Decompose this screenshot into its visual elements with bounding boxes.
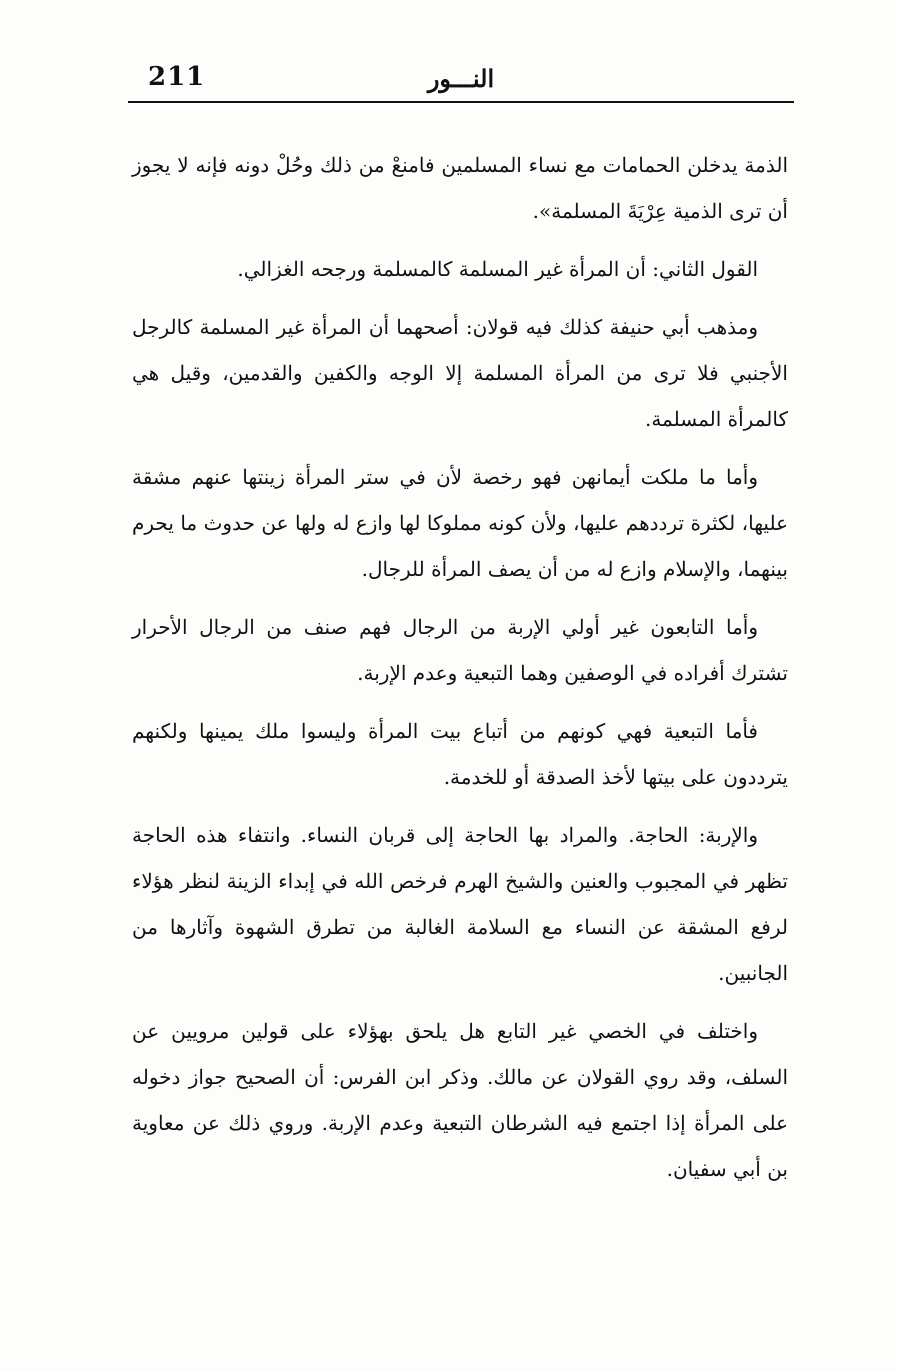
paragraph: القول الثاني: أن المرأة غير المسلمة كالمسلمة ورجحه الغزالي. [237,257,758,281]
body-text [132,142,788,1204]
paragraph: واختلف في الخصي غير التابع هل يلحق بهؤلاء على قولين مرويين عن السلف، وقد روي القولان عن مالك. وذكر ابن الفرس: أن الصحيح جواز دخوله على المرأة إذا اجتمع فيه الشرطان التبعية وعدم الإربة. وروي ذلك عن معاوية بن أبي سفيان. [132,1019,788,1181]
page-header [128,56,794,104]
paragraph: ومذهب أبي حنيفة كذلك فيه قولان: أصحهما أن المرأة غير المسلمة كالرجل الأجنبي فلا ترى من المرأة المسلمة إلا الوجه والكفين والقدمين، وقيل هي كالمرأة المسلمة. [132,315,788,431]
paragraph: الذمة يدخلن الحمامات مع نساء المسلمين فامنعْ من ذلك وحُلْ دونه فإنه لا يجوز أن ترى الذمية عِرْيَةَ المسلمة». [132,153,788,223]
paragraph: فأما التبعية فهي كونهم من أتباع بيت المرأة وليسوا ملك يمينها ولكنهم يترددون على بيتها لأخذ الصدقة أو للخدمة. [132,719,788,789]
paragraph: وأما التابعون غير أولي الإربة من الرجال فهم صنف من الرجال الأحرار تشترك أفراده في الوصفين وهما التبعية وعدم الإربة. [132,615,788,685]
paragraph: وأما ما ملكت أيمانهن فهو رخصة لأن في ستر المرأة زينتها عنهم مشقة عليها، لكثرة ترددهم عليها، ولأن كونه مملوكا لها وازع له ولها عن حدوث ما يحرم بينهما، والإسلام وازع له من أن يصف المرأة للرجال. [132,465,788,581]
running-title: النـــور [427,64,495,93]
header-rule [128,101,794,103]
paragraph: والإربة: الحاجة. والمراد بها الحاجة إلى قربان النساء. وانتفاء هذه الحاجة تظهر في المجبوب والعنين والشيخ الهرم فرخص الله في إبداء الزينة لنظر هؤلاء لرفع المشقة عن النساء مع السلامة الغالبة من تطرق الشهوة وآثارها من الجانبين. [132,823,788,985]
page-number: 211 [148,62,206,92]
